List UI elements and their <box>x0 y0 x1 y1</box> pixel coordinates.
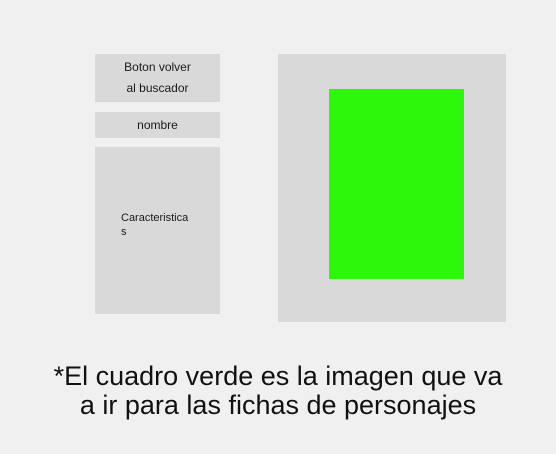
annotation-note-line1: *El cuadro verde es la imagen que va <box>53 361 503 391</box>
character-name-box <box>95 112 220 138</box>
character-features-label: Caracteristicas <box>121 212 189 238</box>
back-button-label-line2: al buscador <box>126 81 189 95</box>
character-name-label: nombre <box>137 118 178 132</box>
back-button-label-line1: Boton volver <box>124 60 191 74</box>
annotation-note-line2: a ir para las fichas de personajes <box>79 390 477 420</box>
character-image-frame <box>278 54 506 322</box>
character-features-box <box>95 147 220 314</box>
annotation-note <box>0 362 556 420</box>
back-to-search-button[interactable] <box>95 54 220 102</box>
character-image-placeholder <box>329 89 464 279</box>
